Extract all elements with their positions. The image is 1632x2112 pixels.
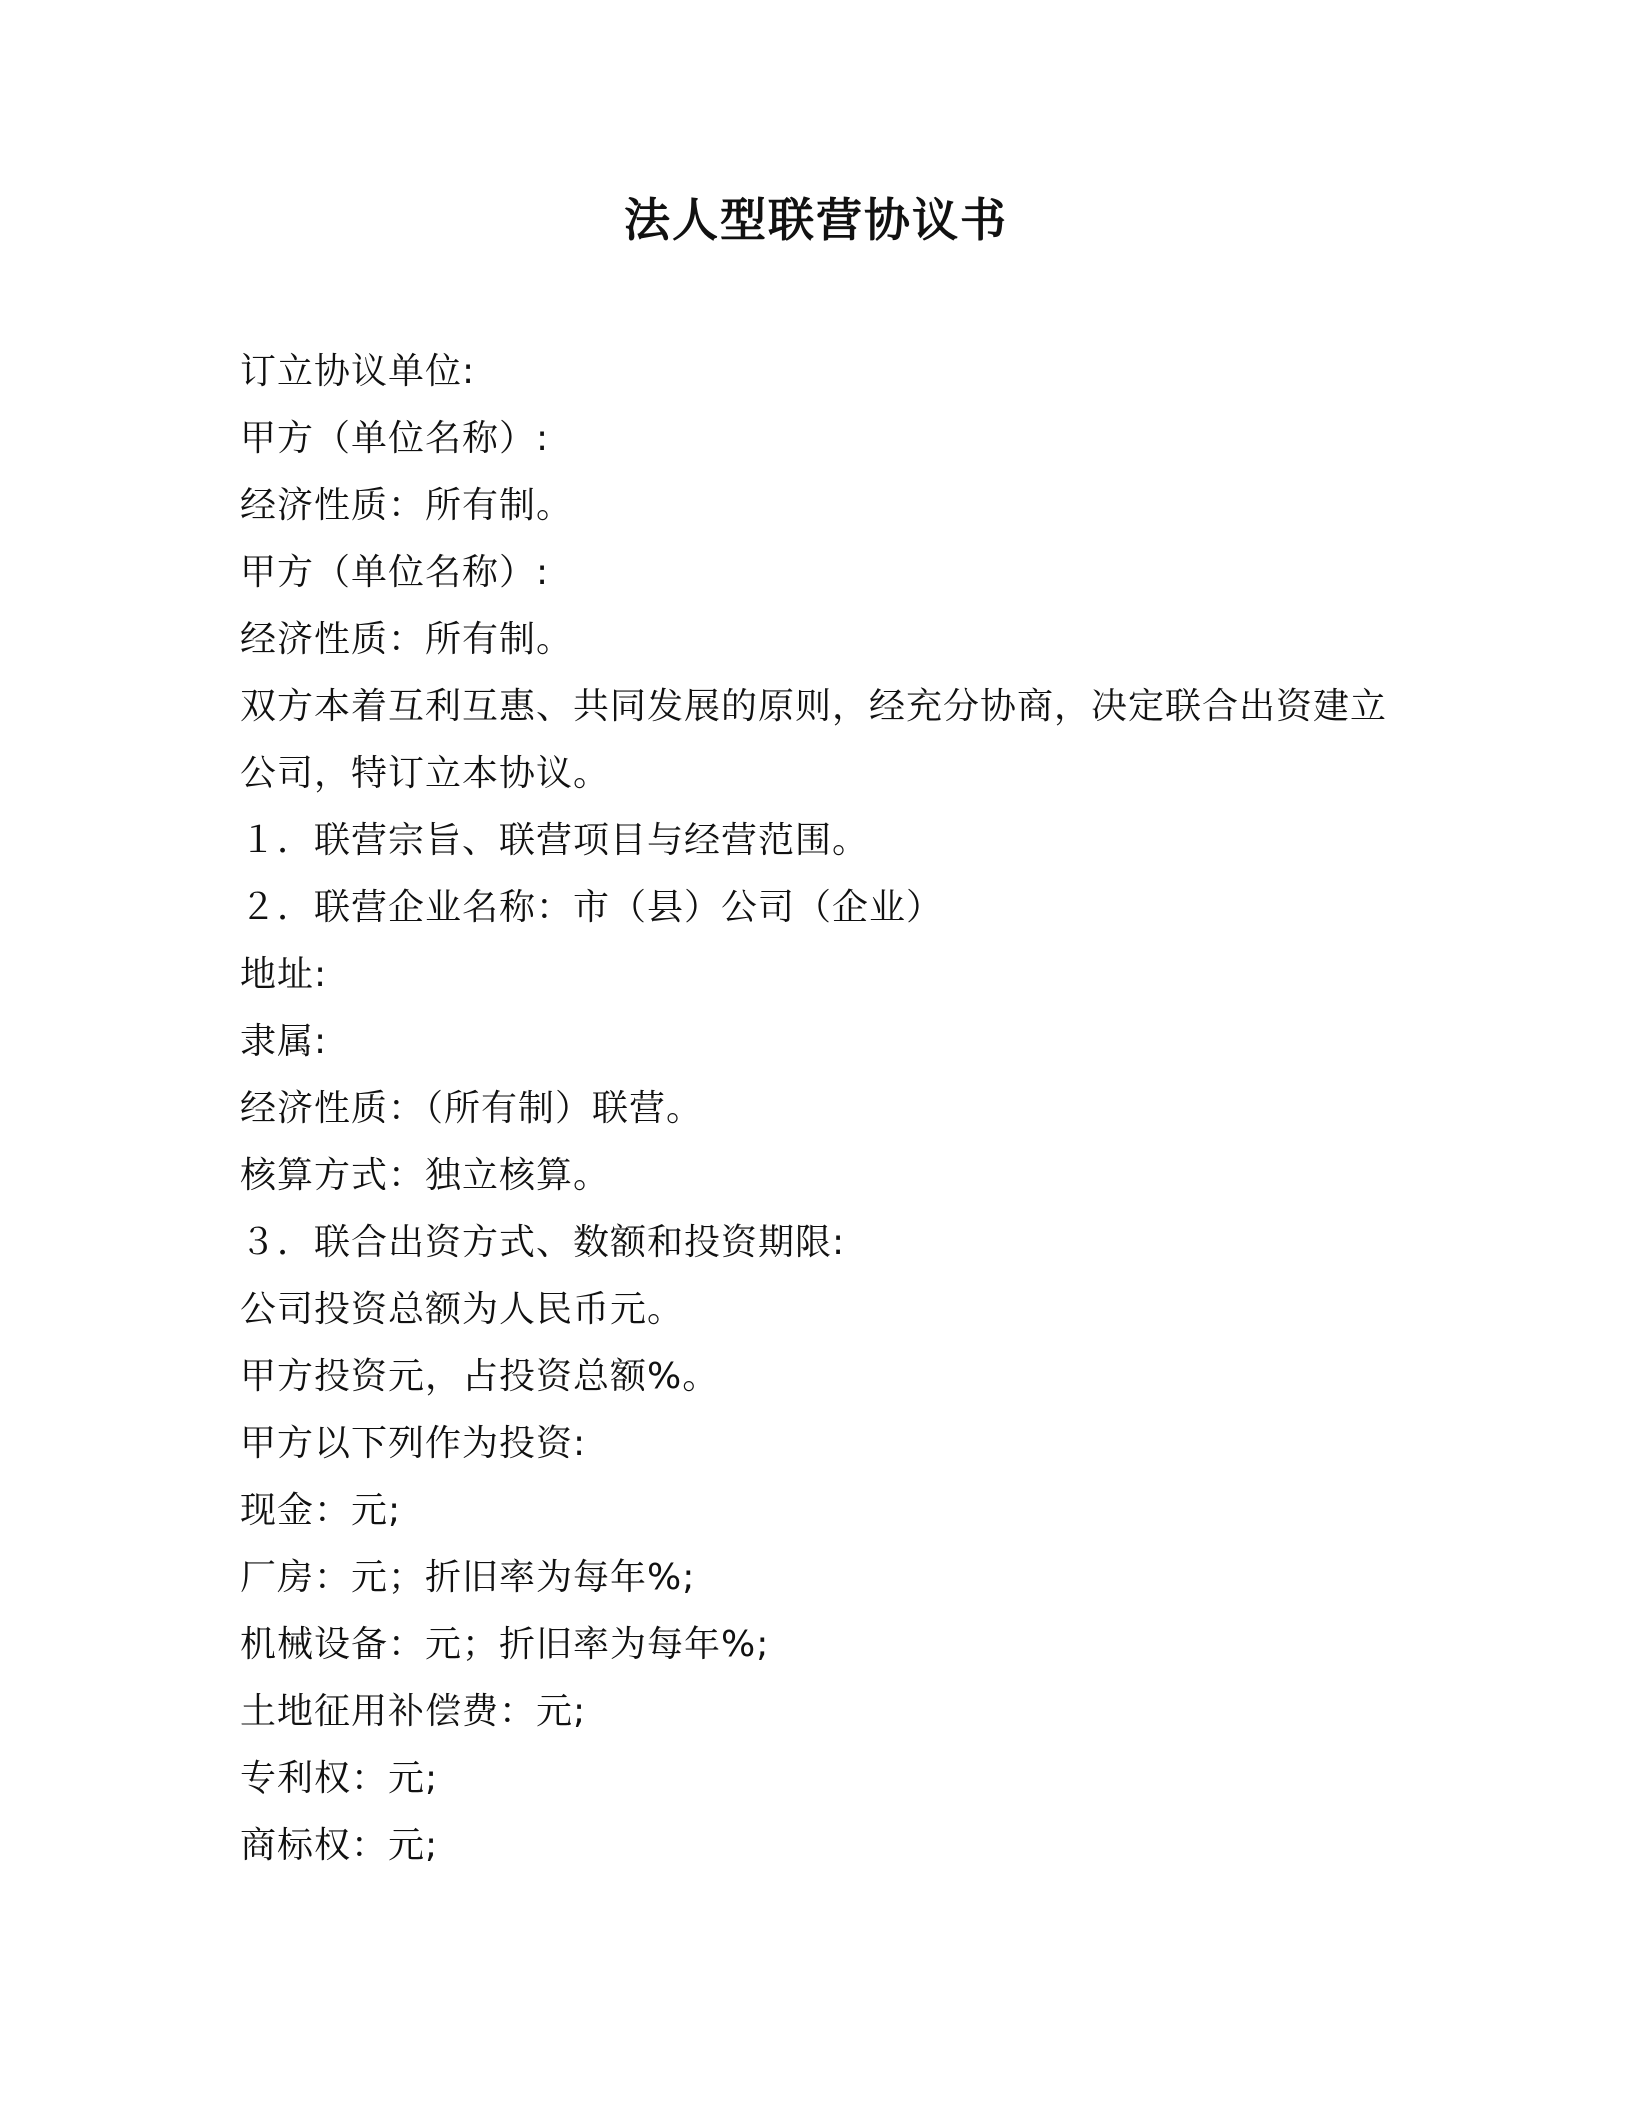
- document-title: 法人型联营协议书: [624, 193, 1008, 247]
- document-line: 经济性质：所有制。: [240, 619, 574, 660]
- document-body: [240, 338, 1400, 1879]
- document-line: 甲方以下列作为投资:: [240, 1423, 587, 1464]
- document-line: 订立协议单位:: [240, 351, 476, 392]
- document-line: 隶属:: [240, 1021, 328, 1062]
- document-line: 土地征用补偿费：元;: [240, 1691, 587, 1732]
- document-line: 双方本着互利互惠、共同发展的原则，经充分协商，决定联合出资建立: [240, 686, 1388, 727]
- document-line: 经济性质：（所有制）联营。: [240, 1088, 704, 1129]
- document-line: 核算方式：独立核算。: [240, 1155, 611, 1196]
- document-line: 厂房：元；折旧率为每年%;: [240, 1557, 696, 1598]
- document-line: ３．联合出资方式、数额和投资期限:: [240, 1222, 846, 1263]
- document-line: １．联营宗旨、联营项目与经营范围。: [240, 820, 870, 861]
- document-line: 甲方（单位名称）:: [240, 418, 550, 459]
- document-line: 公司投资总额为人民币元。: [240, 1289, 685, 1330]
- document-line: 经济性质：所有制。: [240, 485, 574, 526]
- document-line: 现金：元;: [240, 1490, 402, 1531]
- document-line: 专利权：元;: [240, 1758, 439, 1799]
- document-line: 地址:: [240, 954, 328, 995]
- document-line: ２．联营企业名称：市（县）公司（企业）: [240, 887, 944, 928]
- document-line: 商标权：元;: [240, 1825, 439, 1866]
- document-line: 机械设备：元；折旧率为每年%;: [240, 1624, 770, 1665]
- document-line: 甲方投资元，占投资总额%。: [240, 1356, 720, 1397]
- document-line: 甲方（单位名称）:: [240, 552, 550, 593]
- document-line: 公司，特订立本协议。: [240, 753, 611, 794]
